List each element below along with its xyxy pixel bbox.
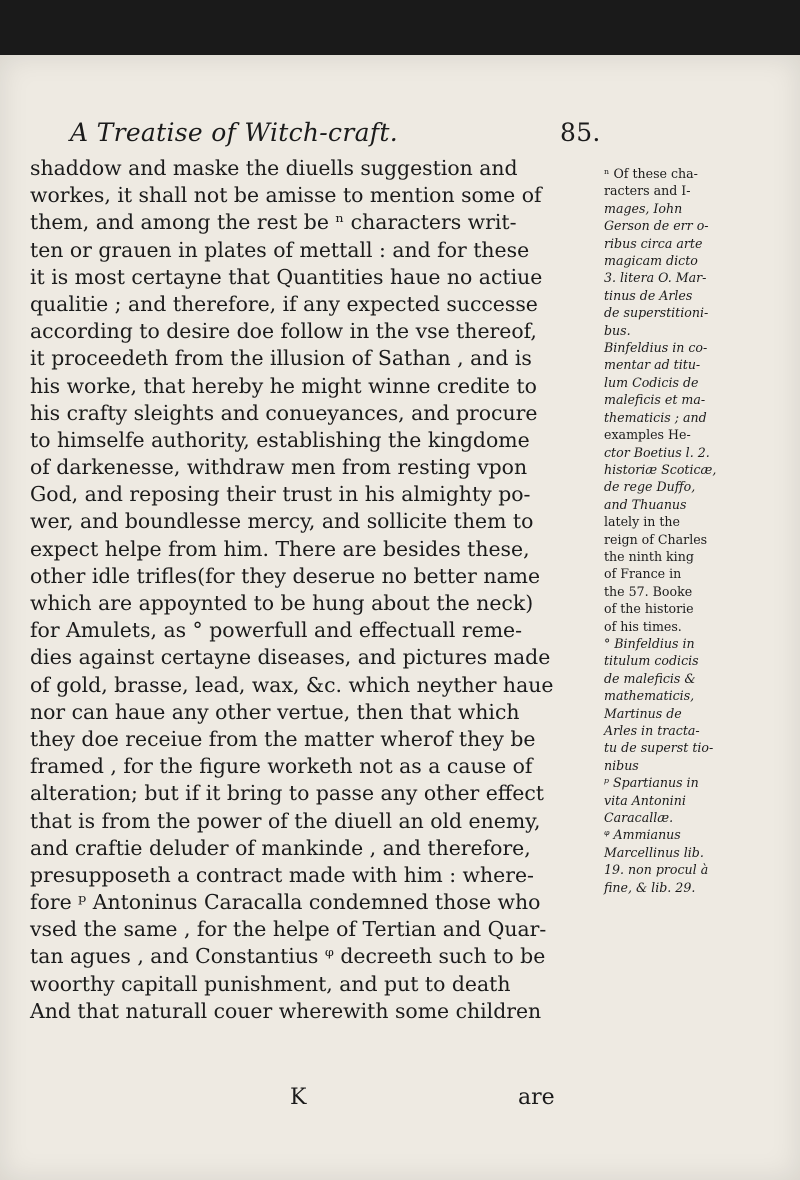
running-title: A Treatise of Witch-craft. — [70, 118, 398, 147]
running-header — [70, 113, 670, 153]
margin-note-line: Caracallæ. — [604, 810, 674, 826]
text-line: qualitie ; and therefore, if any expected successe — [30, 291, 538, 316]
text-line: vsed the same , for the helpe of Tertian and Quar- — [30, 917, 547, 942]
text-line: workes, it shall not be amisse to mention some of — [30, 183, 542, 208]
margin-note-line: ⁿ Of these cha- — [604, 166, 698, 181]
text-line: fore ᵖ Antoninus Caracalla condemned those who — [30, 890, 541, 915]
margin-note-line: ᵠ Ammianus — [604, 827, 681, 843]
margin-note-line: historiæ Scoticæ, — [604, 461, 717, 477]
margin-note-line: vita Antonini — [604, 792, 686, 808]
margin-note-line: maleficis et ma- — [604, 392, 706, 408]
margin-note-line: de superstitioni- — [604, 305, 709, 321]
signature-mark: K — [290, 1085, 307, 1110]
margin-note-line: tinus de Arles — [604, 287, 693, 303]
text-line: they doe receiue from the matter wherof they be — [30, 726, 536, 751]
page-number: 85. — [560, 118, 601, 147]
margin-note-line: mentar ad titu- — [604, 357, 701, 373]
text-line: of gold, brasse, lead, wax, &c. which neyther haue — [30, 672, 554, 697]
margin-note-line: thematicis ; and — [604, 409, 707, 425]
margin-note-line: racters and I- — [604, 183, 691, 199]
margin-note-line: mathematicis, — [604, 688, 695, 704]
margin-note-line: the 57. Booke — [604, 583, 693, 599]
margin-note-line: of France in — [604, 566, 682, 582]
text-line: wer, and boundlesse mercy, and sollicite them to — [30, 509, 534, 534]
text-line: presupposeth a contract made with him : where- — [30, 862, 534, 887]
catchword: are — [518, 1085, 555, 1110]
text-line: his crafty sleights and conueyances, and procure — [30, 400, 538, 425]
margin-note-line: Martinus de — [604, 705, 682, 721]
text-line: expect helpe from him. There are besides these, — [30, 536, 530, 561]
margin-note-line: examples He- — [604, 427, 691, 443]
text-line: other idle trifles(for they deserue no better name — [30, 563, 541, 588]
marginal-notes — [604, 165, 794, 896]
text-line: shaddow and maske the diuells suggestion and — [30, 156, 518, 180]
text-line: dies against certayne diseases, and pictures made — [30, 645, 551, 670]
margin-note-line: magicam dicto — [604, 253, 698, 269]
margin-note-line: de rege Duffo, — [604, 479, 696, 495]
margin-note-line: lately in the — [604, 514, 680, 530]
margin-note-line: 19. non procul à — [604, 862, 709, 878]
main-text-block — [30, 155, 605, 1025]
text-line: of darkenesse, withdraw men from resting vpon — [30, 455, 528, 480]
text-line: to himselfe authority, establishing the kingdome — [30, 427, 530, 452]
margin-note-line: Marcellinus lib. — [604, 844, 704, 860]
text-line: alteration; but if it bring to passe any other effect — [30, 781, 544, 806]
margin-note-line: bus. — [604, 322, 631, 338]
text-line: which are appoynted to be hung about the neck) — [30, 591, 534, 615]
margin-note-line: ctor Boetius l. 2. — [604, 444, 710, 460]
margin-note-line: tu de superst tio- — [604, 740, 714, 756]
margin-note-line: fine, & lib. 29. — [604, 879, 696, 895]
margin-note-line: Binfeldius in co- — [604, 340, 708, 356]
text-line: that is from the power of the diuell an old enemy, — [30, 808, 541, 833]
margin-note-line: of his times. — [604, 618, 682, 634]
margin-note-line: nibus — [604, 757, 639, 773]
text-line: God, and reposing their trust in his almighty po- — [30, 482, 531, 507]
text-line: for Amulets, as ° powerfull and effectuall reme- — [30, 618, 523, 643]
text-line: woorthy capitall punishment, and put to death — [30, 971, 511, 996]
book-page — [0, 55, 800, 1180]
margin-note-line: the ninth king — [604, 548, 694, 564]
text-line: and craftie deluder of mankinde , and therefore, — [30, 835, 531, 860]
margin-note-line: de maleficis & — [604, 670, 696, 686]
text-line: according to desire doe follow in the vse thereof, — [30, 319, 537, 344]
text-line: them, and among the rest be ⁿ characters writ- — [30, 210, 517, 235]
page-footer — [0, 1085, 800, 1115]
text-line: And that naturall couer wherewith some children — [30, 998, 542, 1023]
margin-note-line: Arles in tracta- — [604, 723, 700, 738]
text-line: tan agues , and Constantius ᵠ decreeth such to be — [30, 944, 546, 969]
margin-note-line: of the historie — [604, 601, 694, 617]
margin-note-line: titulum codicis — [604, 653, 699, 669]
text-line: framed , for the figure worketh not as a cause of — [30, 754, 533, 779]
margin-note-line: reign of Charles — [604, 531, 708, 547]
text-line: it is most certayne that Quantities haue no actiue — [30, 264, 543, 289]
text-line: it proceedeth from the illusion of Sathan , and is — [30, 346, 532, 371]
margin-note-line: lum Codicis de — [604, 374, 699, 390]
margin-note-line: mages, Iohn — [604, 200, 683, 216]
text-line: nor can haue any other vertue, then that which — [30, 699, 520, 724]
text-line: his worke, that hereby he might winne credite to — [30, 373, 537, 398]
margin-note-line: Gerson de err o- — [604, 218, 709, 234]
margin-note-line: and Thuanus — [604, 496, 687, 512]
text-line: ten or grauen in plates of mettall : and for these — [30, 237, 530, 262]
margin-note-line: ° Binfeldius in — [604, 635, 695, 651]
margin-note-line: ᵖ Spartianus in — [604, 775, 699, 791]
margin-note-line: ribus circa arte — [604, 235, 703, 251]
margin-note-line: 3. litera O. Mar- — [604, 270, 707, 286]
